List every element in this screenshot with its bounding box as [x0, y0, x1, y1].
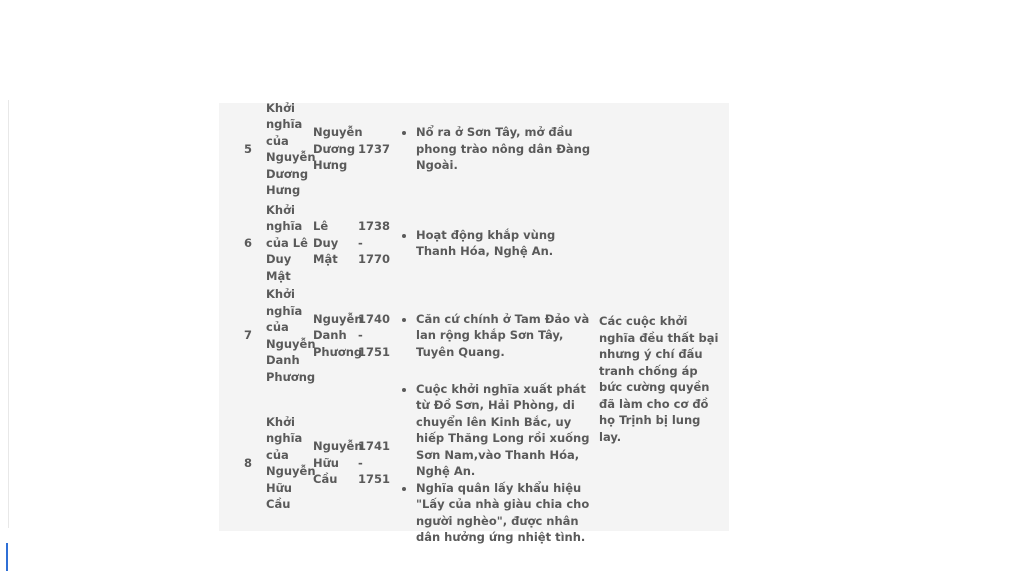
events-list — [394, 227, 594, 260]
cell-leader: Nguyễn Hữu Cầu — [313, 439, 363, 487]
cell-leader: Nguyễn Danh Phương — [313, 311, 363, 359]
cell-uprising-name: Khởi nghĩa của Nguyễn Dương Hưng — [266, 100, 316, 197]
uprisings-table — [219, 100, 729, 544]
events-list — [394, 124, 594, 174]
cell-events — [394, 381, 594, 544]
cell-stt: 6 — [244, 235, 253, 250]
cell-events — [394, 98, 594, 200]
cell-year: 1740 - 1751 — [358, 311, 391, 359]
event-item: • Hoạt động khắp vùng Thanh Hóa, Nghệ An. — [416, 227, 594, 260]
event-item: • Căn cứ chính ở Tam Đảo và lan rộng khắp Sơn Tây, Tuyên Quang. — [416, 311, 594, 361]
cell-leader: Nguyễn Dương Hưng — [313, 125, 363, 173]
table-row — [219, 98, 729, 200]
cell-year: 1737 — [358, 141, 391, 156]
cell-result: Các cuộc khởi nghĩa đều thất bại nhưng ý chí đấu tranh chống áp bức cường quyền đã làm cho cơ đồ họ Trịnh bị lung lay. — [599, 314, 719, 444]
cell-stt: 7 — [244, 328, 253, 343]
table-row — [219, 200, 729, 286]
event-item: • Cuộc khởi nghĩa xuất phát từ Đồ Sơn, Hải Phòng, di chuyển lên Kinh Bắc, uy hiếp Thăng Long rồi xuống Sơn Nam,vào Thanh Hóa, Nghệ An. — [416, 381, 594, 480]
cell-leader: Lê Duy Mật — [313, 219, 339, 267]
events-list — [394, 311, 594, 361]
cell-uprising-name: Khởi nghĩa của Nguyễn Danh Phương — [266, 287, 316, 384]
text-cursor — [6, 543, 8, 571]
event-item: • Nổ ra ở Sơn Tây, mở đầu phong trào nông dân Đàng Ngoài. — [416, 124, 594, 174]
cell-events — [394, 200, 594, 286]
event-item: • Nghĩa quân lấy khẩu hiệu "Lấy của nhà giàu chia cho người nghèo", được nhân dân hưởng ứng nhiệt tình. — [416, 480, 594, 546]
cell-uprising-name: Khởi nghĩa của Nguyễn Hữu Cầu — [266, 414, 316, 511]
left-divider — [8, 100, 9, 528]
events-list — [394, 381, 594, 546]
cell-year: 1741 - 1751 — [358, 439, 391, 487]
cell-events — [394, 286, 594, 385]
cell-stt: 8 — [244, 455, 253, 470]
cell-year: 1738 - 1770 — [358, 219, 391, 267]
cell-stt: 5 — [244, 141, 253, 156]
cell-uprising-name: Khởi nghĩa của Lê Duy Mật — [266, 202, 308, 283]
